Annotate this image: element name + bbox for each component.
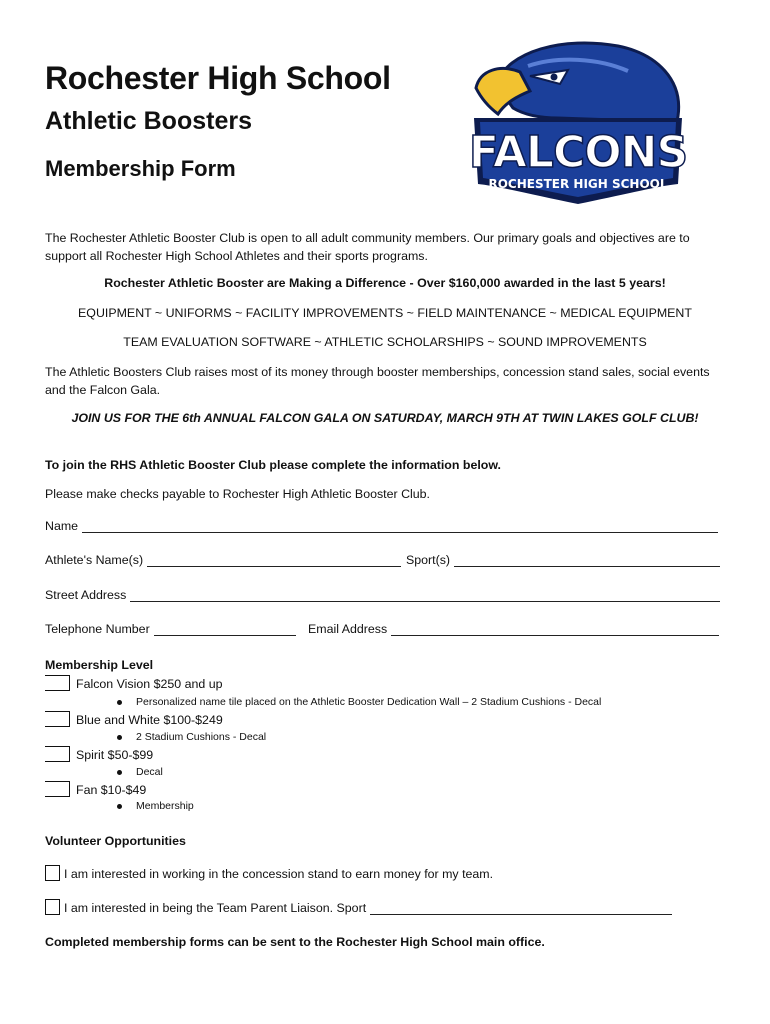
phone-blank[interactable]	[154, 623, 296, 636]
logo-wordmark: FALCONS	[468, 127, 688, 178]
email-field[interactable]	[308, 622, 719, 636]
level-label: Falcon Vision $250 and up	[76, 677, 223, 691]
street-field[interactable]	[45, 588, 720, 602]
level-blue-and-white[interactable]	[45, 711, 223, 727]
street-blank[interactable]	[130, 589, 720, 602]
logo-subtitle: ROCHESTER HIGH SCHOOL	[488, 177, 668, 191]
bullet-icon	[117, 735, 122, 740]
name-field[interactable]	[45, 519, 718, 533]
level-benefit	[117, 800, 194, 812]
level-benefit	[117, 766, 163, 778]
volunteer-option-concession[interactable]	[45, 865, 493, 881]
level-checkbox[interactable]	[45, 711, 70, 727]
volunteer-checkbox[interactable]	[45, 865, 60, 881]
highlight-text: Rochester Athletic Booster are Making a Difference - Over $160,000 awarded in the last 5 years!	[104, 276, 666, 290]
phone-field[interactable]	[45, 622, 296, 636]
benefit-text: 2 Stadium Cushions - Decal	[136, 731, 267, 743]
email-blank[interactable]	[391, 623, 719, 636]
level-checkbox[interactable]	[45, 781, 70, 797]
volunteer-heading: Volunteer Opportunities	[45, 834, 186, 848]
level-falcon-vision[interactable]	[45, 675, 223, 691]
sports-label: Sport(s)	[406, 553, 451, 567]
volunteer-checkbox[interactable]	[45, 899, 60, 915]
level-checkbox[interactable]	[45, 746, 70, 762]
sports-field[interactable]	[406, 553, 720, 567]
benefit-text: Membership	[136, 800, 194, 812]
bullet-icon	[117, 804, 122, 809]
membership-heading: Membership Level	[45, 658, 154, 672]
gala-announcement: JOIN US FOR THE 6th ANNUAL FALCON GALA ON SATURDAY, MARCH 9TH AT TWIN LAKES GOLF CLUB!	[71, 411, 699, 425]
level-label: Blue and White $100-$249	[76, 713, 223, 727]
intro-line-2: support all Rochester High School Athletes and their sports programs.	[45, 249, 428, 263]
volunteer-label: I am interested in working in the concession stand to earn money for my team.	[64, 867, 494, 881]
intro-line-1: The Rochester Athletic Booster Club is open to all adult community members. Our primary goals and objectives are to	[45, 231, 690, 245]
liaison-sport-blank[interactable]	[370, 902, 672, 915]
benefit-text: Personalized name tile placed on the Athletic Booster Dedication Wall – 2 Stadium Cushions - Decal	[136, 696, 602, 708]
level-benefit	[117, 731, 266, 743]
uses-line-1: EQUIPMENT ~ UNIFORMS ~ FACILITY IMPROVEMENTS ~ FIELD MAINTENANCE ~ MEDICAL EQUIPMENT	[78, 306, 692, 320]
name-blank[interactable]	[82, 520, 718, 533]
bullet-icon	[117, 770, 122, 775]
level-label: Fan $10-$49	[76, 783, 147, 797]
street-label: Street Address	[45, 588, 127, 602]
uses-line-2: TEAM EVALUATION SOFTWARE ~ ATHLETIC SCHOLARSHIPS ~ SOUND IMPROVEMENTS	[123, 335, 647, 349]
level-label: Spirit $50-$99	[76, 748, 154, 762]
level-fan[interactable]	[45, 781, 146, 797]
name-label: Name	[45, 519, 79, 533]
phone-label: Telephone Number	[45, 622, 150, 636]
athletes-field[interactable]	[45, 553, 401, 567]
join-heading: To join the RHS Athletic Booster Club please complete the information below.	[45, 458, 501, 472]
volunteer-label: I am interested in being the Team Parent Liaison. Sport	[64, 901, 367, 915]
level-benefit	[117, 696, 601, 708]
benefit-text: Decal	[136, 766, 163, 778]
level-checkbox[interactable]	[45, 675, 70, 691]
volunteer-option-liaison[interactable]	[45, 899, 672, 915]
funds-line-1: The Athletic Boosters Club raises most of its money through booster memberships, concession stand sales, social events	[45, 365, 710, 379]
funds-line-2: and the Falcon Gala.	[45, 383, 161, 397]
athletes-label: Athlete's Name(s)	[45, 553, 144, 567]
athletes-blank[interactable]	[147, 554, 401, 567]
sports-blank[interactable]	[454, 554, 720, 567]
footer-note: Completed membership forms can be sent to the Rochester High School main office.	[45, 935, 545, 949]
falcons-logo	[468, 36, 690, 206]
bullet-icon	[117, 700, 122, 705]
checks-note: Please make checks payable to Rochester High Athletic Booster Club.	[45, 487, 430, 501]
level-spirit[interactable]	[45, 746, 153, 762]
form-title: Membership Form	[45, 156, 236, 181]
club-title: Athletic Boosters	[45, 107, 252, 135]
school-title: Rochester High School	[45, 60, 391, 96]
email-label: Email Address	[308, 622, 388, 636]
